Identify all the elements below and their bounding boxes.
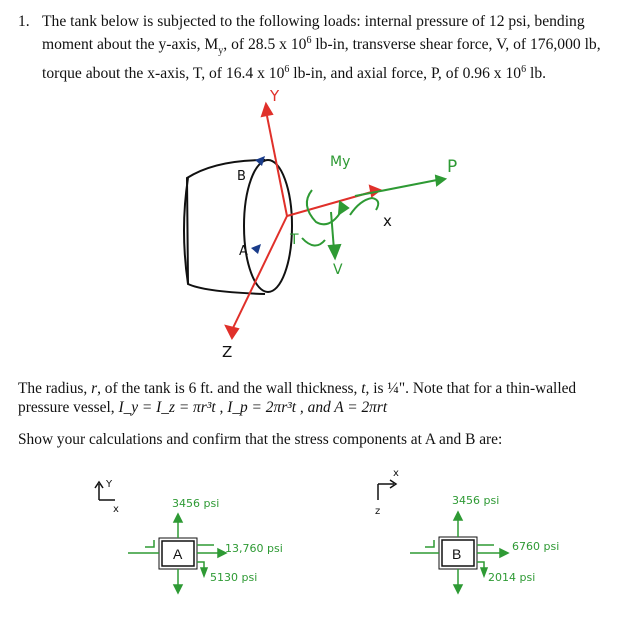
problem-line-3: torque about the x-axis, T, of 16.4 x $10^6$ lb-in, and axial force, P, of 0.96 x $10^6$ lb. bbox=[42, 64, 547, 83]
element-A-top-stress: 3456 psi bbox=[172, 497, 220, 510]
axes bbox=[226, 104, 380, 338]
point-label-A: A bbox=[239, 244, 248, 259]
axial-force-line bbox=[355, 180, 437, 196]
radius-line-2: pressure vessel, I_y = I_z = πr³t , I_p = 2πr³t , and A = 2πrt bbox=[18, 399, 388, 416]
load-label-My: My bbox=[330, 154, 351, 170]
element-B-axes bbox=[378, 480, 396, 500]
element-A-right-stress: 13,760 psi bbox=[225, 542, 283, 555]
problem-line-1: The tank below is subjected to the following loads: internal pressure of 12 psi, bending bbox=[42, 13, 585, 30]
torque-arc-lower bbox=[302, 238, 325, 246]
element-B-axis-x: x bbox=[393, 468, 399, 479]
problem-number: 1. bbox=[18, 13, 30, 30]
moment-arc bbox=[307, 190, 342, 224]
axis-label-z: Z bbox=[222, 343, 233, 361]
element-B-shear-stress: 2014 psi bbox=[488, 571, 536, 584]
element-A-label: A bbox=[173, 546, 183, 562]
element-B-axis-z: z bbox=[375, 506, 381, 517]
element-A-axis-y: Y bbox=[106, 479, 113, 490]
instruction-text: Show your calculations and confirm that the stress components at A and B are: bbox=[18, 431, 503, 448]
radius-line-1: The radius, r, of the tank is 6 ft. and the wall thickness, t, is ¼". Note that for a thin-walled bbox=[18, 380, 577, 397]
shear-force-line bbox=[331, 212, 334, 250]
element-B-right-stress: 6760 psi bbox=[512, 540, 560, 553]
element-A-axis-x: x bbox=[113, 504, 119, 515]
point-A-marker bbox=[251, 244, 261, 254]
torque-arc bbox=[350, 198, 378, 215]
element-B-label: B bbox=[452, 546, 462, 562]
element-A-shear-stress: 5130 psi bbox=[210, 571, 258, 584]
load-label-P: P bbox=[447, 157, 458, 177]
load-label-V: V bbox=[333, 262, 343, 278]
axis-label-y: Y bbox=[270, 87, 280, 105]
axis-label-x: x bbox=[383, 212, 392, 230]
element-B-top-stress: 3456 psi bbox=[452, 494, 500, 507]
formula: I_y = I_z = πr³t , I_p = 2πr³t , and A = 2πrt bbox=[118, 399, 388, 416]
load-label-T: T bbox=[290, 232, 299, 248]
point-label-B: B bbox=[237, 169, 246, 184]
problem-line-2: moment about the y-axis, $M_y$, of 28.5 x $10^6$ lb-in, transverse shear force, V, of 176,000 lb, bbox=[42, 35, 601, 57]
